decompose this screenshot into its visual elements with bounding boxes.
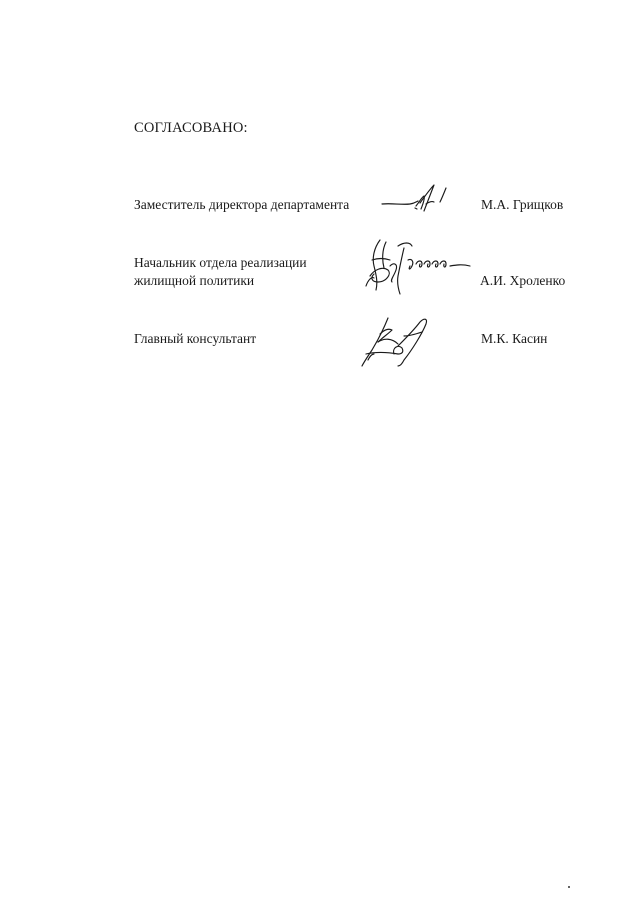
signatory-name-kasin: М.К. Касин — [481, 331, 548, 346]
signatory-name-khrolenko: А.И. Хроленко — [480, 273, 566, 288]
signatory-title-line: Главный консультант — [134, 331, 257, 346]
signatory-name-grishchkov: М.А. Грищков — [481, 197, 564, 212]
signatory-title-head-of-department — [134, 254, 307, 290]
signatory-title-line: Начальник отдела реализации — [134, 255, 307, 270]
signatory-title-line: жилищной политики — [134, 273, 255, 288]
signatory-title-line: Заместитель директора департамента — [134, 197, 350, 212]
scan-speck — [568, 886, 570, 888]
signatory-title-deputy-director — [134, 196, 349, 214]
signature-kasin — [358, 316, 448, 368]
signature-khrolenko — [364, 236, 474, 298]
approval-heading: СОГЛАСОВАНО: — [134, 120, 248, 136]
signature-grishchkov — [380, 184, 460, 216]
signatory-title-chief-consultant — [134, 330, 256, 348]
